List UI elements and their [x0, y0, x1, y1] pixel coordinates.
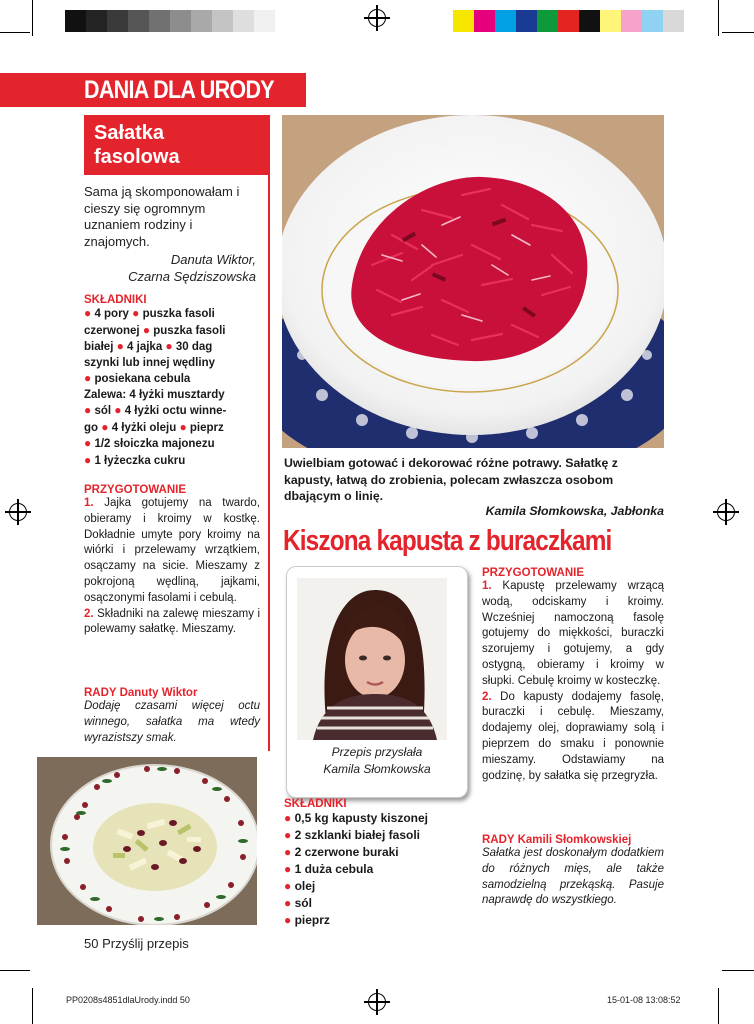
ingredient-text: 1 duża cebula: [294, 862, 374, 876]
color-swatch: [621, 10, 642, 32]
ingredient-text: sól: [294, 896, 312, 910]
color-swatch: [254, 10, 275, 32]
recipe1-step-2: [84, 607, 260, 639]
step-text: Składniki na zalewę mieszamy i polewamy sałatkę. Mieszamy.: [84, 607, 260, 636]
gray-calibration-strip: [65, 10, 275, 32]
ingredient-line: go ● 4 łyżki oleju ● pieprz: [84, 419, 224, 434]
section-title: DANIA DLA URODY: [84, 76, 274, 104]
bullet-dot: ●: [132, 306, 140, 320]
color-swatch: [516, 10, 537, 32]
recipe2-ingredients-list: [284, 810, 464, 929]
crop-mark: [718, 988, 719, 1024]
list-item: [284, 861, 464, 878]
recipe1-tips-text: Dodaję czasami więcej octu winnego, sałatka ma wtedy wyrazistszy smak.: [84, 700, 260, 744]
bullet-dot: ●: [284, 896, 295, 910]
color-swatch: [579, 10, 600, 32]
bullet-dot: ●: [84, 306, 92, 320]
portrait-caption-line2: Kamila Słomkowska: [323, 762, 431, 776]
ingredient-text: 2 szklanki białej fasoli: [294, 828, 420, 842]
color-swatch: [663, 10, 684, 32]
list-item: [284, 844, 464, 861]
list-item: [284, 895, 464, 912]
portrait-caption-line1: Przepis przysłała: [331, 745, 423, 759]
portrait-caption: [286, 744, 468, 778]
step-number: 1.: [482, 580, 492, 592]
date-slug: 15-01-08 13:08:52: [607, 995, 681, 1005]
bullet-dot: ●: [165, 339, 173, 353]
recipe2-quote-author: Kamila Słomkowska, Jabłonka: [485, 504, 664, 518]
ingredient-text: olej: [294, 879, 316, 893]
recipe1-title-line2: fasolowa: [94, 146, 180, 168]
step-text: Kapustę przelewamy wrzącą wodą, odciskamy i kroimy. Wcześniej namoczoną fasolę gotujemy do miękkości, buraczki szorujemy i gotujemy, a gdy ostygną, obieramy i kroimy w słupki. Cebulę kroimy w kosteczkę.: [482, 580, 664, 687]
color-swatch: [86, 10, 107, 32]
list-item: [284, 912, 464, 929]
color-swatch: [170, 10, 191, 32]
color-swatch: [128, 10, 149, 32]
recipe1-title-line1: Sałatka: [94, 122, 165, 144]
color-swatch: [474, 10, 495, 32]
crop-mark: [0, 970, 30, 971]
bullet-dot: ●: [116, 339, 124, 353]
recipe1-ingredients-label: SKŁADNIKI: [84, 294, 147, 306]
step-number: 1.: [84, 497, 94, 509]
registration-mark: [717, 503, 735, 521]
bullet-dot: ●: [84, 403, 92, 417]
recipe1-step-1: [84, 496, 260, 607]
bullet-dot: ●: [84, 371, 92, 385]
color-swatch: [212, 10, 233, 32]
bullet-dot: ●: [284, 879, 295, 893]
recipe1-ingredients: [84, 294, 260, 469]
ingredient-line: szynki lub innej wędliny: [84, 356, 215, 369]
step-number: 2.: [84, 607, 94, 620]
bullet-dot: ●: [101, 419, 109, 434]
color-swatch: [600, 10, 621, 32]
recipe2-preparation-label: PRZYGOTOWANIE: [482, 567, 585, 579]
color-calibration-strip: [453, 10, 684, 32]
color-swatch: [65, 10, 86, 32]
bullet-dot: ●: [284, 913, 295, 927]
ingredient-line: białej ● 4 jajka ● 30 dag: [84, 339, 213, 353]
crop-mark: [32, 988, 33, 1024]
bean-salad-photo: [37, 757, 257, 925]
recipe2-step-2: [482, 690, 664, 785]
step-number: 2.: [482, 690, 492, 703]
recipe2-quote: Uwielbiam gotować i dekorować różne potrawy. Sałatkę z kapusty, łatwą do zrobienia, polecam zwłaszcza osobom dbającym o linię.: [284, 456, 618, 503]
color-swatch: [495, 10, 516, 32]
recipe2-step-1: [482, 579, 664, 690]
crop-mark: [722, 970, 754, 971]
ingredient-line: ● 4 pory ● puszka fasoli: [84, 306, 215, 320]
list-item: [284, 810, 464, 827]
recipe1-author-name: Danuta Wiktor,: [170, 252, 256, 267]
recipe1-tips-label: RADY Danuty Wiktor: [84, 687, 198, 699]
recipe1-title-box: [84, 115, 270, 175]
recipe2-tips-label: RADY Kamili Słomkowskiej: [482, 834, 632, 846]
recipe1-preparation-label: PRZYGOTOWANIE: [84, 484, 187, 496]
bullet-dot: ●: [284, 862, 295, 876]
registration-mark: [368, 993, 386, 1011]
recipe1-preparation: [84, 484, 260, 638]
recipe2-title: Kiszona kapusta z buraczkami: [283, 525, 612, 557]
ingredient-line: ● sól ● 4 łyżki octu winne-: [84, 403, 227, 417]
ingredient-line: ● posiekana cebula: [84, 371, 191, 385]
color-swatch: [453, 10, 474, 32]
color-swatch: [537, 10, 558, 32]
color-swatch: [107, 10, 128, 32]
color-swatch: [642, 10, 663, 32]
recipe1-author: [84, 252, 256, 285]
step-text: Do kapusty dodajemy fasolę, buraczki i cebulę. Mieszamy, dodajemy olej, doprawiamy solą i pieprzem do smaku i ponownie mieszamy. Odstawiamy na godzinę, by sałatka się przegryzła.: [482, 690, 664, 782]
bullet-dot: ●: [114, 403, 122, 417]
color-swatch: [191, 10, 212, 32]
section-header: [0, 73, 306, 107]
recipe1-tips: [84, 687, 260, 746]
ingredient-line: Zalewa: 4 łyżki musztardy: [84, 388, 225, 401]
color-swatch: [149, 10, 170, 32]
bullet-dot: ●: [84, 436, 92, 450]
step-text: Jajka gotujemy na twardo, obieramy i kroimy w kostkę. Dokładnie umyte pory kroimy na wiórki i przelewamy wrzątkiem, osączamy na sicie. Mieszamy z pokrojoną wędliną, jajkami, osączonymi fasolami i cebulą.: [84, 497, 260, 604]
recipe1-author-place: Czarna Sędziszowska: [128, 268, 256, 284]
recipe2-ingredients: [284, 798, 464, 929]
color-swatch: [558, 10, 579, 32]
recipe2-tips: [482, 834, 664, 909]
ingredient-line: czerwonej ● puszka fasoli: [84, 322, 226, 337]
crop-mark: [0, 32, 30, 33]
file-slug: PP0208s4851dlaUrody.indd 50: [66, 995, 190, 1005]
column-divider: [268, 115, 270, 751]
bullet-dot: ●: [179, 419, 187, 434]
crop-mark: [32, 0, 33, 36]
page-footer: 50 Przyślij przepis: [84, 936, 189, 951]
list-item: [284, 878, 464, 895]
cabbage-salad-photo: [282, 115, 664, 448]
crop-mark: [718, 0, 719, 36]
bullet-dot: ●: [84, 452, 92, 467]
ingredient-text: 0,5 kg kapusty kiszonej: [294, 811, 428, 825]
bullet-dot: ●: [284, 828, 295, 842]
ingredient-text: pieprz: [294, 913, 330, 927]
ingredient-line: ● 1/2 słoiczka majonezu: [84, 436, 215, 450]
recipe1-ingredients-list: [84, 306, 260, 469]
color-swatch: [233, 10, 254, 32]
recipe2-ingredients-label: SKŁADNIKI: [284, 798, 347, 810]
registration-mark: [9, 503, 27, 521]
crop-mark: [722, 32, 754, 33]
registration-mark: [368, 9, 386, 27]
ingredient-text: 2 czerwone buraki: [294, 845, 399, 859]
recipe1-intro: Sama ją skomponowałam i cieszy się ogromnym uznaniem rodziny i znajomych.: [84, 184, 240, 249]
author-portrait-photo: [297, 578, 447, 740]
bullet-dot: ●: [284, 811, 295, 825]
bullet-dot: ●: [142, 322, 151, 337]
list-item: [284, 827, 464, 844]
ingredient-line: ● 1 łyżeczka cukru: [84, 452, 186, 467]
recipe2-preparation: [482, 567, 664, 784]
recipe2-tips-text: Sałatka jest doskonałym dodatkiem do różnych mięs, ale także samodzielną przekąską. Pasuje naprawdę do wszystkiego.: [482, 847, 664, 907]
bullet-dot: ●: [284, 845, 295, 859]
